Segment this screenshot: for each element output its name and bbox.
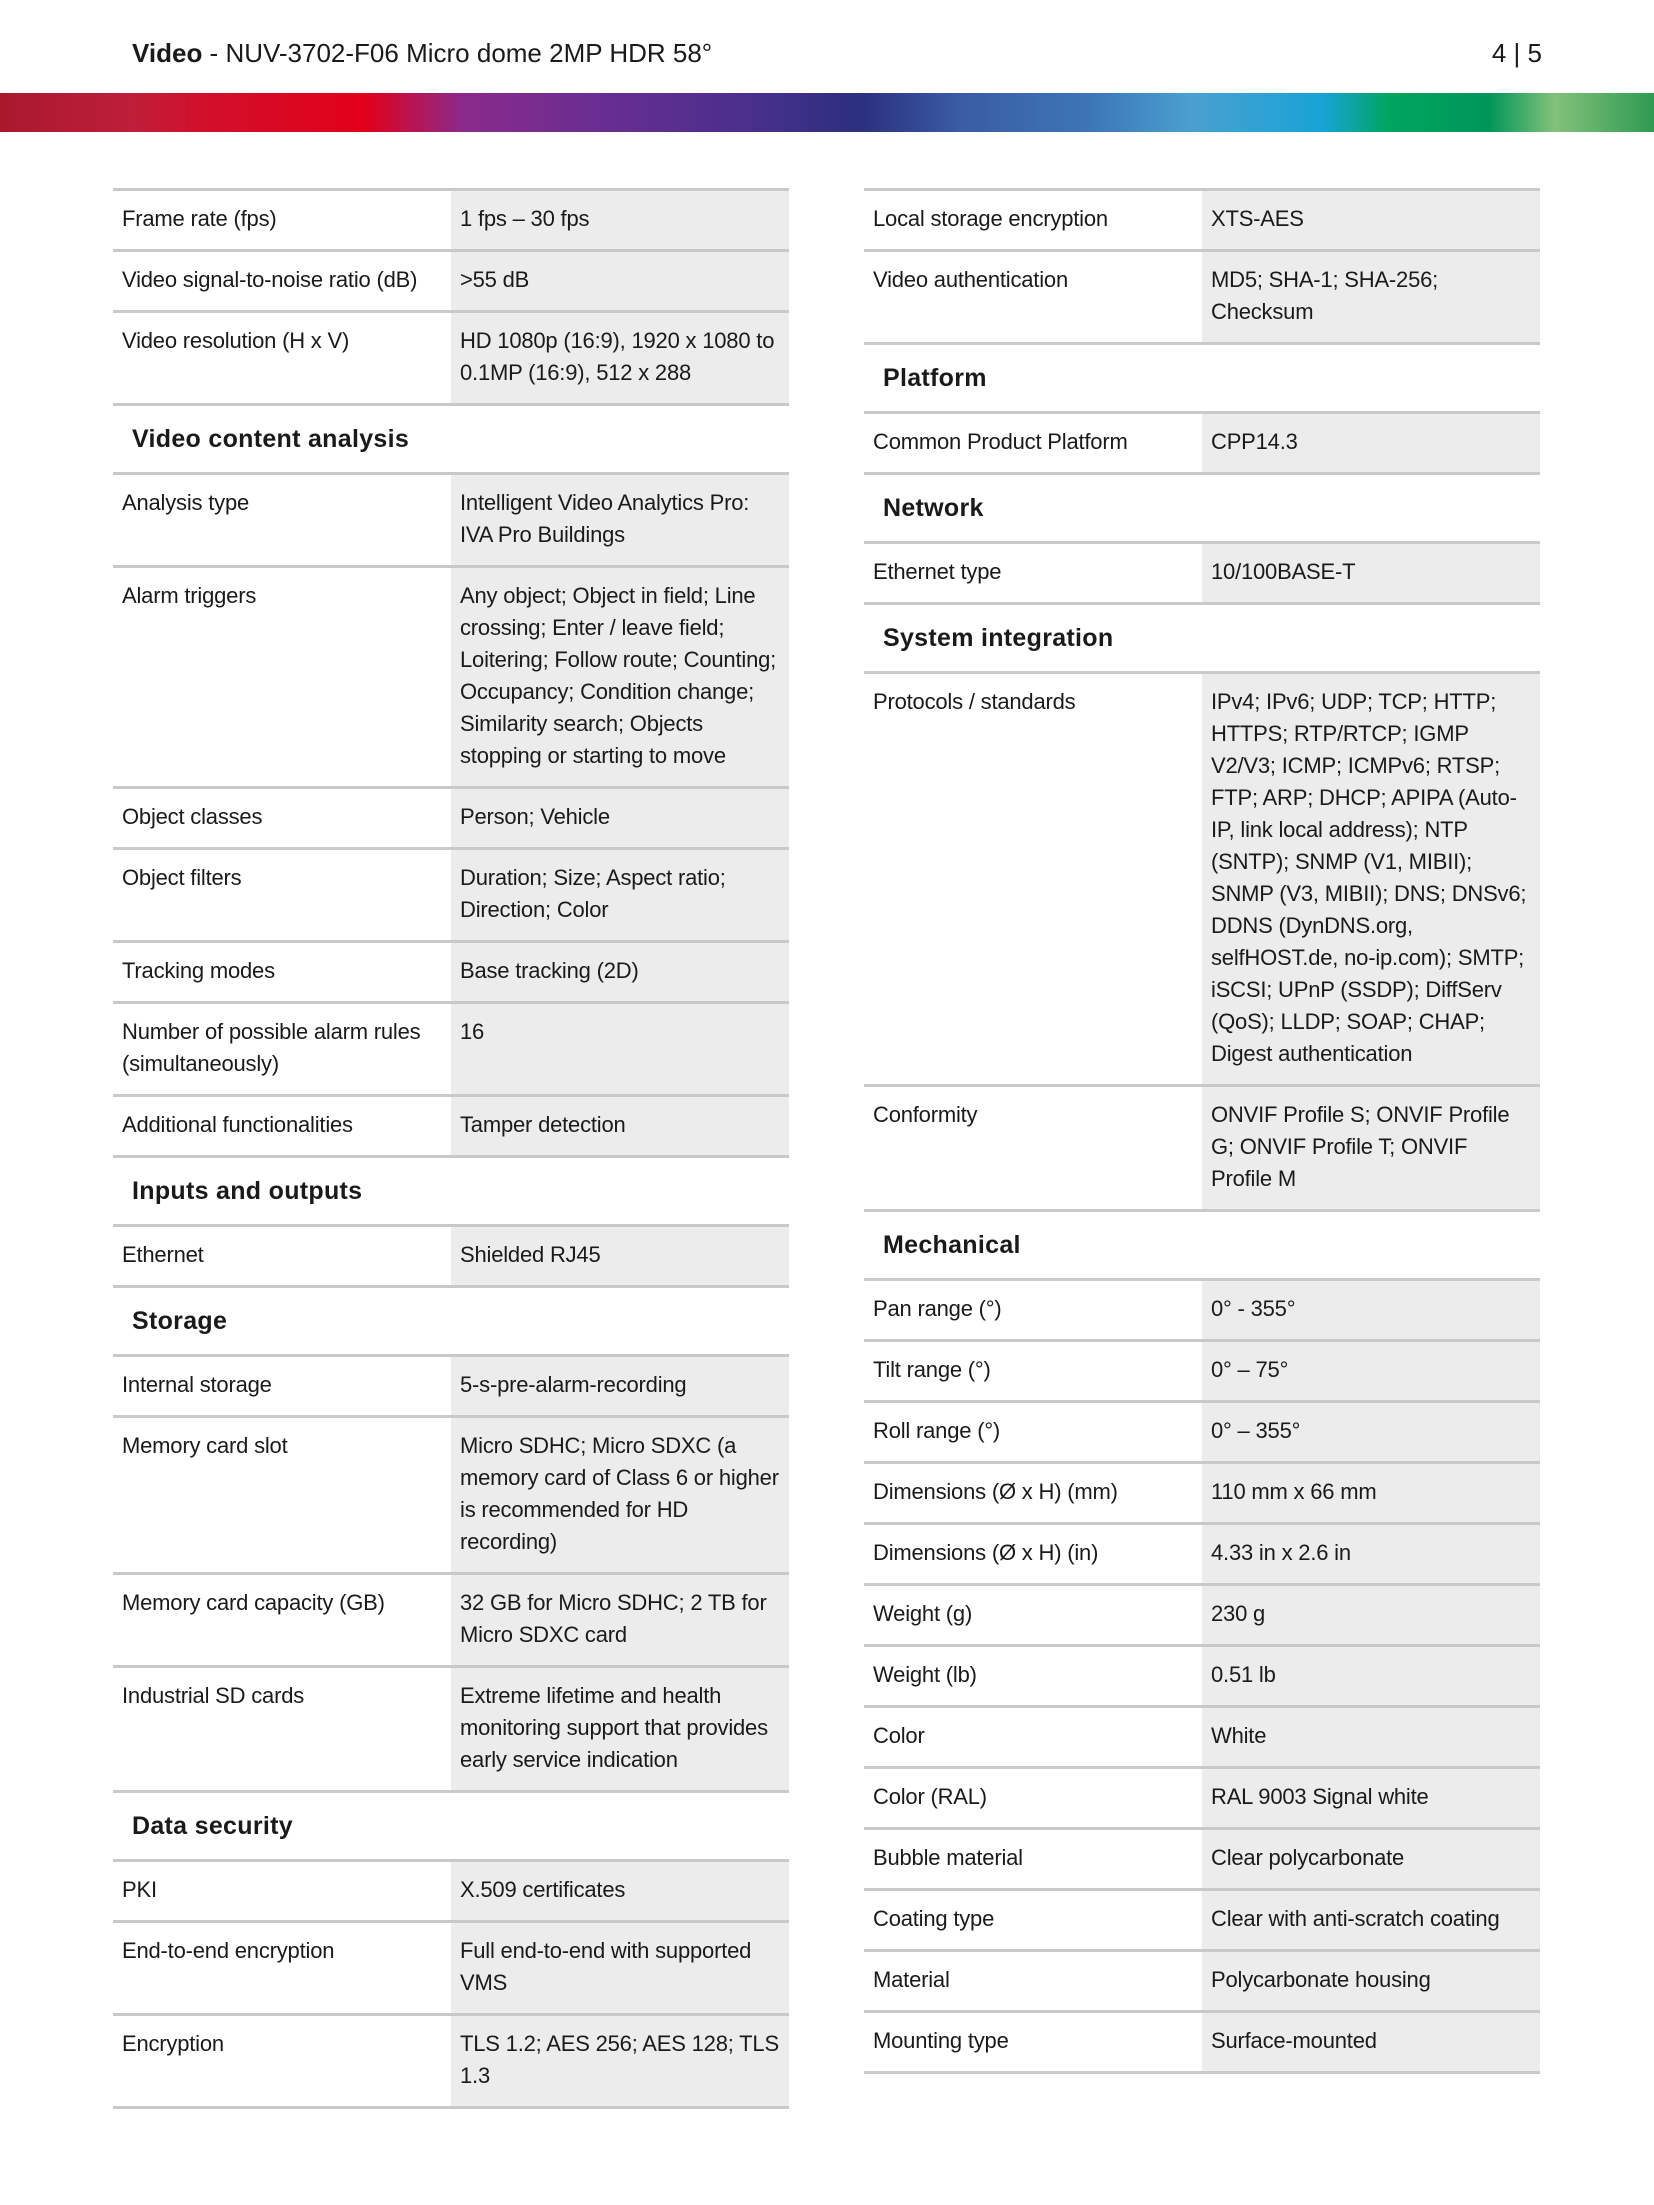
spec-value: Clear polycarbonate [1202,1830,1540,1888]
spec-value: Micro SDHC; Micro SDXC (a memory card of Class 6 or higher is recommended for HD recording) [451,1418,789,1572]
spec-row [864,1827,1540,1888]
spec-value: >55 dB [451,252,789,310]
spec-row [864,541,1540,602]
page-header [132,33,1542,73]
header-product: NUV-3702-F06 Micro dome 2MP HDR 58° [225,38,713,68]
spec-label: Conformity [864,1087,1202,1209]
section-heading-video-content-analysis: Video content analysis [113,403,789,472]
spec-label: Encryption [113,2016,451,2106]
spec-value: Extreme lifetime and health monitoring support that provides early service indication [451,1668,789,1790]
spec-value: Clear with anti-scratch coating [1202,1891,1540,1949]
spec-value: Shielded RJ45 [451,1227,789,1285]
spec-row [113,1920,789,2013]
spec-label: Additional functionalities [113,1097,451,1155]
spec-label: Tilt range (°) [864,1342,1202,1400]
spec-value: 230 g [1202,1586,1540,1644]
spec-value: ONVIF Profile S; ONVIF Profile G; ONVIF Profile T; ONVIF Profile M [1202,1087,1540,1209]
spec-row [113,188,789,249]
spec-label: Material [864,1952,1202,2010]
spec-row [864,1278,1540,1339]
spec-value: 10/100BASE-T [1202,544,1540,602]
spec-label: Common Product Platform [864,414,1202,472]
section-heading-mechanical: Mechanical [864,1209,1540,1278]
spec-value: 4.33 in x 2.6 in [1202,1525,1540,1583]
spec-row [864,1084,1540,1209]
spec-value: Surface-mounted [1202,2013,1540,2071]
section-heading-inputs-and-outputs: Inputs and outputs [113,1155,789,1224]
spec-row [113,249,789,310]
spec-row [113,472,789,565]
section-heading-data-security: Data security [113,1790,789,1859]
spec-value: 0.51 lb [1202,1647,1540,1705]
spec-label: Local storage encryption [864,191,1202,249]
spec-value: Polycarbonate housing [1202,1952,1540,2010]
spec-label: Video resolution (H x V) [113,313,451,403]
spec-label: Ethernet [113,1227,451,1285]
spec-row [864,1644,1540,1705]
spec-label: Tracking modes [113,943,451,1001]
spec-table-left [113,188,789,2109]
spec-row [864,1949,1540,2010]
spec-value: 0° – 75° [1202,1342,1540,1400]
header-separator: - [202,38,226,68]
spec-value: 0° - 355° [1202,1281,1540,1339]
spec-row [113,2013,789,2109]
spec-value: White [1202,1708,1540,1766]
spec-row [864,1339,1540,1400]
spec-label: Video authentication [864,252,1202,342]
spec-row [864,1766,1540,1827]
spec-label: Coating type [864,1891,1202,1949]
spec-row [864,1522,1540,1583]
spec-label: Memory card capacity (GB) [113,1575,451,1665]
spec-label: Color [864,1708,1202,1766]
spec-label: Weight (g) [864,1586,1202,1644]
color-band [0,93,1654,132]
spec-table-right [864,188,1540,2074]
spec-value: Full end-to-end with supported VMS [451,1923,789,2013]
spec-label: Industrial SD cards [113,1668,451,1790]
spec-row [113,565,789,786]
spec-row [864,1888,1540,1949]
spec-label: Roll range (°) [864,1403,1202,1461]
spec-value: Intelligent Video Analytics Pro: IVA Pro Buildings [451,475,789,565]
section-heading-storage: Storage [113,1285,789,1354]
spec-row [864,249,1540,342]
spec-label: Analysis type [113,475,451,565]
spec-label: Bubble material [864,1830,1202,1888]
spec-label: Frame rate (fps) [113,191,451,249]
page-number: 4 | 5 [1491,38,1542,68]
spec-value: 0° – 355° [1202,1403,1540,1461]
spec-label: End-to-end encryption [113,1923,451,2013]
spec-value: 32 GB for Micro SDHC; 2 TB for Micro SDXC card [451,1575,789,1665]
section-heading-system-integration: System integration [864,602,1540,671]
spec-row [864,1705,1540,1766]
spec-row [113,1572,789,1665]
spec-value: CPP14.3 [1202,414,1540,472]
spec-label: Object filters [113,850,451,940]
spec-row [864,188,1540,249]
spec-row [864,671,1540,1084]
spec-label: Memory card slot [113,1418,451,1572]
spec-value: Duration; Size; Aspect ratio; Direction; Color [451,850,789,940]
spec-row [864,411,1540,472]
spec-label: Alarm triggers [113,568,451,786]
spec-row [113,786,789,847]
spec-row [113,1665,789,1790]
spec-value: X.509 certificates [451,1862,789,1920]
spec-value: 16 [451,1004,789,1094]
spec-label: Internal storage [113,1357,451,1415]
spec-value: RAL 9003 Signal white [1202,1769,1540,1827]
spec-row [113,1859,789,1920]
spec-value: TLS 1.2; AES 256; AES 128; TLS 1.3 [451,2016,789,2106]
spec-label: Dimensions (Ø x H) (in) [864,1525,1202,1583]
spec-label: Color (RAL) [864,1769,1202,1827]
spec-row [113,1001,789,1094]
spec-value: Tamper detection [451,1097,789,1155]
spec-value: Any object; Object in field; Line crossing; Enter / leave field; Loitering; Follow route; Counting; Occupancy; Condition change; Similarity search; Objects stopping or starting to move [451,568,789,786]
spec-label: Object classes [113,789,451,847]
spec-label: Video signal-to-noise ratio (dB) [113,252,451,310]
spec-row [864,1400,1540,1461]
spec-row [113,940,789,1001]
spec-row [113,1354,789,1415]
spec-label: Weight (lb) [864,1647,1202,1705]
section-heading-platform: Platform [864,342,1540,411]
spec-value: XTS-AES [1202,191,1540,249]
spec-row [113,1094,789,1155]
spec-value: 1 fps – 30 fps [451,191,789,249]
spec-label: Protocols / standards [864,674,1202,1084]
spec-label: PKI [113,1862,451,1920]
spec-value: HD 1080p (16:9), 1920 x 1080 to 0.1MP (16:9), 512 x 288 [451,313,789,403]
spec-row [113,1415,789,1572]
spec-row [864,2010,1540,2074]
spec-value: MD5; SHA-1; SHA-256; Checksum [1202,252,1540,342]
spec-row [113,847,789,940]
spec-row [113,1224,789,1285]
spec-label: Number of possible alarm rules (simultaneously) [113,1004,451,1094]
spec-row [864,1583,1540,1644]
spec-value: 110 mm x 66 mm [1202,1464,1540,1522]
spec-value: IPv4; IPv6; UDP; TCP; HTTP; HTTPS; RTP/RTCP; IGMP V2/V3; ICMP; ICMPv6; RTSP; FTP; ARP; DHCP; APIPA (Auto-IP, link local address); NTP (SNTP); SNMP (V1, MIBII); SNMP (V3, MIBII); DNS; DNSv6; DDNS (DynDNS.org, selfHOST.de, no-ip.com); SMTP; iSCSI; UPnP (SSDP); DiffServ (QoS); LLDP; SOAP; CHAP; Digest authentication [1202,674,1540,1084]
spec-row [113,310,789,403]
spec-label: Pan range (°) [864,1281,1202,1339]
spec-label: Mounting type [864,2013,1202,2071]
section-heading-network: Network [864,472,1540,541]
spec-value: Base tracking (2D) [451,943,789,1001]
spec-value: Person; Vehicle [451,789,789,847]
spec-value: 5-s-pre-alarm-recording [451,1357,789,1415]
spec-label: Ethernet type [864,544,1202,602]
spec-label: Dimensions (Ø x H) (mm) [864,1464,1202,1522]
spec-row [864,1461,1540,1522]
header-section: Video [132,38,203,68]
